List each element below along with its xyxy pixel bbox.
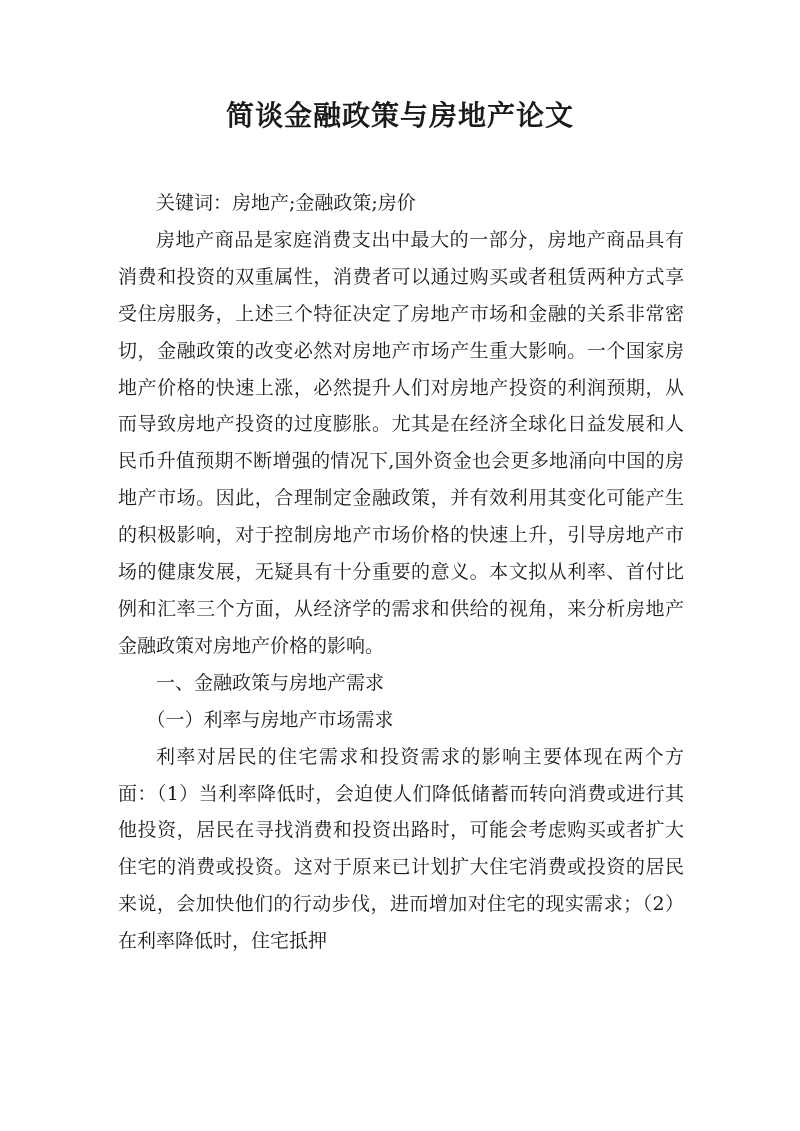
body-paragraph: 利率对居民的住宅需求和投资需求的影响主要体现在两个方面：（1）当利率降低时，会迫使人们降低储蓄而转向消费或进行其他投资，居民在寻找消费和投资出路时，可能会考虑购买或者扩大住宅的消费或投资。这对于原来已计划扩大住宅消费或投资的居民来说，会加快他们的行动步伐，进而增加对住宅的现实需求；（2）在利率降低时，住宅抵押 [118,745,684,953]
subsection-heading: （一）利率与房地产市场需求 [146,708,394,731]
document-title: 简谈金融政策与房地产论文 [225,99,574,132]
document-body [118,185,684,960]
body-paragraph: 房地产商品是家庭消费支出中最大的一部分，房地产商品具有消费和投资的双重属性，消费者可以通过购买或者租赁两种方式享受住房服务，上述三个特征决定了房地产市场和金融的关系非常密切，金融政策的改变必然对房地产市场产生重大影响。一个国家房地产价格的快速上涨，必然提升人们对房地产投资的利润预期，从而导致房地产投资的过度膨胀。尤其是在经济全球化日益发展和人民币升值预期不断增强的情况下,国外资金也会更多地涌向中国的房地产市场。因此，合理制定金融政策，并有效利用其变化可能产生的积极影响，对于控制房地产市场价格的快速上升，引导房地产市场的健康发展，无疑具有十分重要的意义。本文拟从利率、首付比例和汇率三个方面，从经济学的需求和供给的视角，来分析房地产金融政策对房地产价格的影响。 [118,228,684,657]
section-heading: 一、金融政策与房地产需求 [156,671,385,694]
keywords-line: 关键词：房地产;金融政策;房价 [156,192,416,214]
